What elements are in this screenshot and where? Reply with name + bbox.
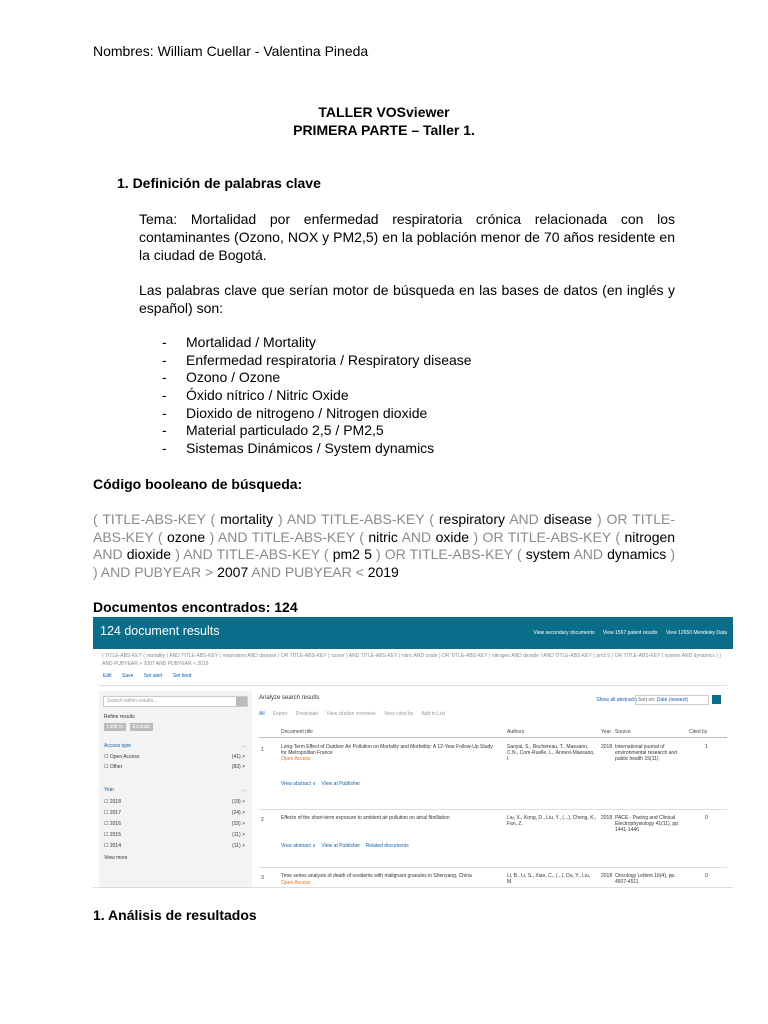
chevron-up-icon[interactable]: ︿	[240, 787, 246, 793]
search-placeholder: Search within results...	[107, 698, 158, 704]
document-title: TALLER VOSviewer	[318, 104, 450, 120]
query-operator: ( TITLE-ABS-KEY (	[93, 511, 216, 527]
table-header: Document title Authors Year Source Cited by	[259, 727, 727, 738]
refine-label: Refine results	[104, 714, 135, 720]
query-term: nitric	[368, 528, 398, 545]
select-all-checkbox[interactable]: All	[259, 711, 265, 717]
table-row[interactable]: 1 Long-Term Effect of Outdoor Air Pollution on Mortality and Morbidity: A 12-Year Follow-Up Study for Metropolitan France Open Access Sanyal, S., Rochereau, T., Maesano, C.N., Com-Ruelle, L., Annesi-Maesano, I. 2018 International journal of environmental research and public health 15(11) 1 View abstract ∨ View at Publisher	[259, 739, 727, 810]
set-alert-link[interactable]: Set alert	[143, 673, 163, 679]
query-term: dioxide	[126, 546, 172, 563]
edit-link[interactable]: Edit	[103, 673, 112, 679]
refine-sidebar	[99, 691, 252, 887]
facet-year-2014[interactable]: ☐ 2014 (11) >	[104, 843, 245, 849]
query-operator: ) AND TITLE-ABS-KEY (	[278, 511, 434, 527]
keywords-intro-paragraph: Las palabras clave que serían motor de búsqueda en las bases de datos (en inglés y español) son:	[139, 282, 675, 316]
query-operator: AND	[401, 528, 432, 545]
divider	[99, 685, 727, 686]
facet-year-2017[interactable]: ☐ 2017 (24) >	[104, 810, 245, 816]
query-operator: ) AND TITLE-ABS-KEY (	[175, 546, 329, 563]
search-within-input[interactable]	[103, 696, 248, 707]
query-operator: AND PUBYEAR <	[251, 563, 364, 580]
query-operator: ) OR TITLE-ABS-KEY (	[93, 511, 676, 545]
search-query-text: ( TITLE-ABS-KEY ( mortality ) AND TITLE-ABS-KEY ( respiratory AND disease ) OR TITLE-ABS-KEY ( ozone ) AND TITLE-ABS-KEY ( nitric AND oxide ) OR TITLE-ABS-KEY ( nitrogen AND dioxide ) AND TITLE-ABS-KEY ( pm2 5 ) OR TITLE-ABS-KEY ( system AND dynamics ) ) AND PUBYEAR > 2007 AND PUBYEAR < 2019	[102, 653, 721, 667]
query-operator: ) AND TITLE-ABS-KEY (	[209, 528, 364, 545]
results-list	[259, 691, 727, 887]
list-item: - Ozono / Ozone	[162, 369, 472, 387]
sort-select[interactable]: Sort on: Date (newest)	[635, 695, 709, 705]
chevron-down-icon[interactable]	[712, 695, 721, 704]
section-heading-keywords: 1. Definición de palabras clave	[117, 175, 321, 191]
query-term: respiratory	[438, 511, 506, 527]
list-item: - Óxido nítrico / Nitric Oxide	[162, 387, 472, 405]
documents-found-heading: Documentos encontrados: 124	[93, 599, 298, 615]
query-term: system	[525, 546, 571, 563]
query-operator: ) ) AND PUBYEAR >	[93, 546, 676, 580]
query-operator: AND	[509, 511, 539, 527]
facet-open-access[interactable]: ☐ Open Access (41) >	[104, 754, 245, 760]
document-subtitle: PRIMERA PARTE – Taller 1.	[293, 122, 475, 138]
query-actions	[103, 673, 200, 679]
query-operator: ) OR TITLE-ABS-KEY (	[473, 528, 621, 545]
boolean-heading: Código booleano de búsqueda:	[93, 476, 303, 492]
boolean-query	[93, 511, 675, 581]
list-item: - Enfermedad respiratoria / Respiratory disease	[162, 352, 472, 370]
limit-to-button[interactable]: Limit to	[104, 723, 126, 731]
results-count-title: 124 document results	[100, 624, 220, 638]
secondary-links	[526, 630, 727, 636]
facet-other[interactable]: ☐ Other (83) >	[104, 764, 245, 770]
results-header-bar	[93, 617, 733, 649]
citation-overview-button[interactable]: View citation overview	[326, 711, 376, 717]
keyword-list	[162, 334, 472, 458]
query-term: nitrogen	[624, 528, 676, 545]
query-operator: AND	[93, 546, 123, 563]
list-item: - Sistemas Dinámicos / System dynamics	[162, 440, 472, 458]
topic-paragraph: Tema: Mortalidad por enfermedad respiratoria crónica relacionada con los contaminantes (Ozono, NOX y PM2,5) en la población menor de 70 años residente en la ciudad de Bogotá.	[139, 211, 675, 263]
analyze-results-link[interactable]: Analyze search results	[259, 695, 320, 701]
table-row[interactable]: 3 Time series analysis of death of residents with malignant granules in Shenyang, China Open Access Li, B., Li, S., Xiao, C., (...), Du, Y., Liu, M. 2018 Oncology Letters 16(4), pp. 4507-4511 0	[261, 873, 708, 886]
year-heading[interactable]: Year	[104, 787, 115, 793]
set-feed-link[interactable]: Set feed	[172, 673, 192, 679]
query-term: ozone	[166, 528, 206, 545]
exclude-button[interactable]: Exclude	[130, 723, 154, 731]
secondary-documents-link[interactable]: View secondary documents	[533, 630, 595, 636]
query-operator: ) OR TITLE-ABS-KEY (	[376, 546, 522, 563]
show-all-abstracts-link[interactable]: Show all abstracts	[596, 697, 637, 703]
view-more-link[interactable]: View more	[104, 855, 128, 861]
query-term: mortality	[220, 511, 274, 527]
list-item: - Mortalidad / Mortality	[162, 334, 472, 352]
section-heading-analysis: 1. Análisis de resultados	[93, 907, 257, 923]
query-term: oxide	[435, 528, 470, 545]
limit-exclude	[104, 723, 155, 731]
add-to-list-button[interactable]: Add to List	[421, 711, 446, 717]
cited-by-button[interactable]: View cited by	[383, 711, 414, 717]
facet-year-2015[interactable]: ☐ 2015 (11) >	[104, 832, 245, 838]
table-row[interactable]: 2 Effects of the short-term exposure to ambient air pollution on atrial fibrillation Liu, X., Kong, D., Liu, Y., (...), Cheng, K., Fan, Z. 2018 PACE - Pacing and Clinical Electrophysiology 41(11), pp. 1441-1446 0 View abstract ∨ View at Publisher Related documents	[259, 811, 727, 868]
facet-year-2018[interactable]: ☐ 2018 (19) >	[104, 799, 245, 805]
patent-results-link[interactable]: View 1567 patent results	[602, 630, 658, 636]
access-type-heading[interactable]: Access type	[104, 743, 131, 749]
query-term: 2007	[217, 563, 249, 580]
search-icon[interactable]	[236, 697, 247, 706]
facet-year-2016[interactable]: ☐ 2016 (15) >	[104, 821, 245, 827]
list-item: - Material particulado 2,5 / PM2,5	[162, 422, 472, 440]
authors-line: Nombres: William Cuellar - Valentina Pineda	[93, 43, 369, 59]
query-term: disease	[543, 511, 592, 527]
query-operator: AND	[573, 546, 603, 563]
mendeley-data-link[interactable]: View 12650 Mendeley Data	[665, 630, 727, 636]
results-toolbar	[259, 711, 452, 717]
save-link[interactable]: Save	[122, 673, 134, 679]
export-button[interactable]: Export	[272, 711, 288, 717]
scopus-results-screenshot	[93, 617, 733, 888]
chevron-up-icon[interactable]: ︿	[240, 743, 246, 749]
query-term: 2019	[367, 563, 399, 580]
query-term: dynamics	[607, 546, 667, 563]
download-button[interactable]: Download	[295, 711, 319, 717]
query-term: pm2 5	[332, 546, 372, 563]
list-item: - Dioxido de nitrogeno / Nitrogen dioxide	[162, 405, 472, 423]
